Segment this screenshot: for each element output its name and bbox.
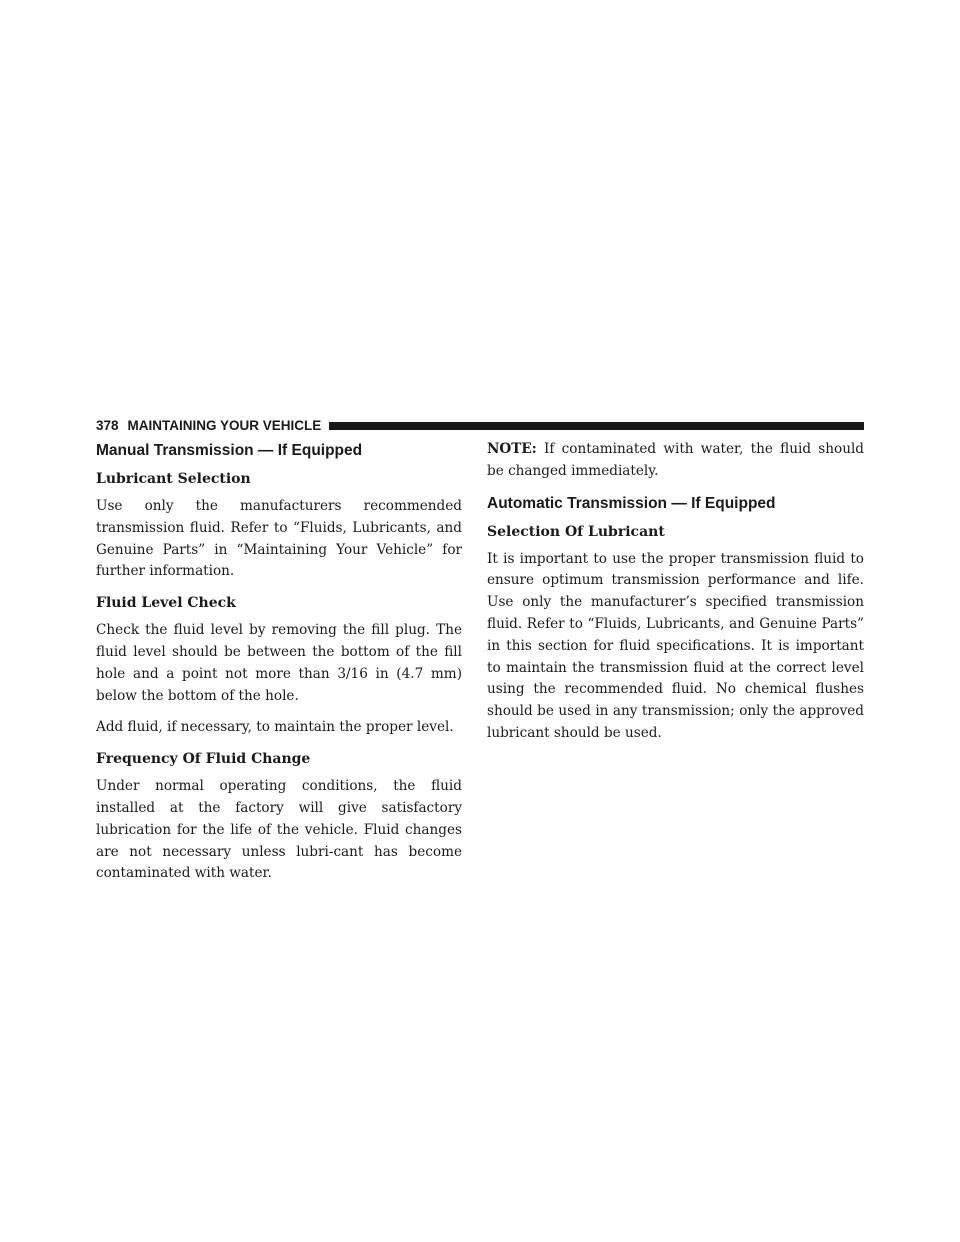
left-column [96,440,462,895]
frequency-text: Under normal operating conditions, the fluid installed at the factory will give satisfactory lubrication for the life of the vehicle. Fluid changes are not necessary unless lubri-cant has become contaminated with water. [96,778,462,882]
note-paragraph [487,439,864,483]
section-title: MAINTAINING YOUR VEHICLE [127,418,322,433]
note-label: NOTE: [487,441,537,457]
note-text: If contaminated with water, the fluid should be changed immediately. [487,441,864,479]
lubricant-selection-heading: Lubricant Selection [96,471,251,487]
page-header [96,417,864,435]
selection-of-lubricant-heading: Selection Of Lubricant [487,523,665,540]
header-rule [329,422,864,430]
add-fluid-text: Add fluid, if necessary, to maintain the proper level. [96,719,454,736]
frequency-heading: Frequency Of Fluid Change [96,751,311,768]
lubricant-selection-text: Use only the manufacturers recommended transmission fluid. Refer to “Fluids, Lubricants, and Genuine Parts” in “Maintaining Your Vehicle” for further information. [96,498,462,580]
manual-transmission-heading: Manual Transmission — If Equipped [96,442,363,459]
selection-of-lubricant-text: It is important to use the proper transmission fluid to ensure optimum transmission performance and life. Use only the manufacturer’s specified transmission fluid. Refer to “Fluids, Lubricants, and Genuine Parts” in this section for fluid specifications. It is important to maintain the transmission fluid at the correct level using the recommended fluid. No chemical flushes should be used in any transmission; only the approved lubricant should be used. [487,550,864,741]
right-column [487,439,864,755]
page-number: 378 [96,418,119,433]
fluid-level-check-heading: Fluid Level Check [96,595,236,612]
automatic-transmission-heading: Automatic Transmission — If Equipped [487,494,776,512]
fluid-level-check-text: Check the fluid level by removing the fill plug. The fluid level should be between the bottom of the fill hole and a point not more than 3/16 in (4.7 mm) below the bottom of the hole. [96,622,462,704]
